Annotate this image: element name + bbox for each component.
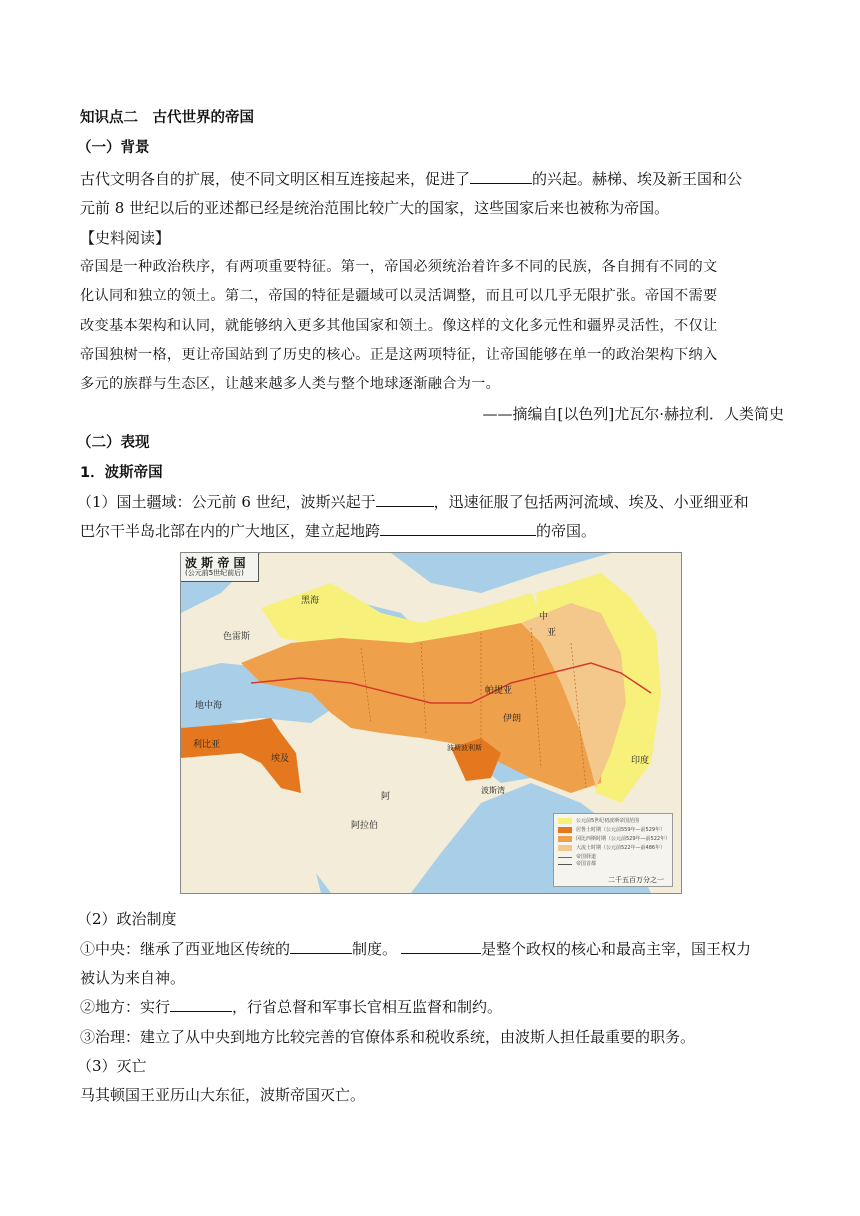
text-span: ①中央：继承了西亚地区传统的 xyxy=(80,940,291,958)
map-title: 波 斯 帝 国 xyxy=(185,556,246,570)
reading-line-3: 改变基本架构和认同，就能够纳入更多其他国家和领土。像这样的文化多元性和疆界灵活性，不仅让 xyxy=(80,318,718,334)
legend-entry: 公元前5世纪初波斯帝国范围 xyxy=(576,818,640,824)
territory-line1 xyxy=(77,492,749,512)
section-title: 知识点二 古代世界的帝国 xyxy=(80,110,254,126)
text-span: 制度。 xyxy=(352,940,398,958)
background-para-line2: 元前 8 世纪以后的亚述都已经是统治范围比较广大的国家，这些国家后来也被称为帝国。 xyxy=(80,199,670,217)
reading-source: ——摘编自[以色列]尤瓦尔·赫拉利．人类简史 xyxy=(482,405,784,423)
text-span: 是整个政权的核心和最高主宰，国王权力 xyxy=(481,940,752,958)
map-label-india: 印度 xyxy=(631,756,650,766)
map-label-mediterranean: 地中海 xyxy=(195,701,223,711)
map-label-arabia: 阿拉伯 xyxy=(351,821,379,831)
fall-heading: （3）灭亡 xyxy=(77,1057,147,1075)
map-label-persepolis: 波斯波利斯 xyxy=(447,744,482,752)
map-label-a: 阿 xyxy=(381,792,391,802)
map-subtitle: (公元前5世纪前后) xyxy=(185,569,244,577)
map-label-thrace: 色雷斯 xyxy=(223,632,251,642)
fill-blank-3[interactable] xyxy=(380,521,536,536)
map-label-libya: 利比亚 xyxy=(193,740,221,750)
territory-line2 xyxy=(80,521,596,541)
map-scale: 二千五百万分之一 xyxy=(608,876,664,884)
fill-blank-4[interactable] xyxy=(290,939,352,954)
legend-swatch xyxy=(558,836,572,842)
legend-swatch-route xyxy=(558,857,572,858)
text-span: 的兴起。赫梯、埃及新王国和公 xyxy=(532,170,743,188)
local-line xyxy=(80,997,502,1017)
background-heading: （一）背景 xyxy=(77,140,150,156)
legend-entry: 帝国首都 xyxy=(576,861,597,867)
reading-line-1: 帝国是一种政治秩序，有两项重要特征。第一，帝国必须统治着许多不同的民族，各自拥有不同的文 xyxy=(80,259,718,275)
legend-swatch xyxy=(558,818,572,824)
reading-heading: 【史料阅读】 xyxy=(80,229,171,247)
fill-blank-2[interactable] xyxy=(376,492,434,507)
background-para-line1 xyxy=(80,169,742,189)
map-label-parthia: 帕提亚 xyxy=(485,686,513,696)
text-span: 古代文明各自的扩展，使不同文明区相互连接起来，促进了 xyxy=(80,170,471,188)
map-label-persian-gulf: 波斯湾 xyxy=(481,786,505,795)
text-span: 巴尔干半岛北部在内的广大地区，建立起地跨 xyxy=(80,522,381,540)
map-label-egypt: 埃及 xyxy=(271,754,290,764)
text-span: 的帝国。 xyxy=(536,522,597,540)
central-line2: 被认为来自神。 xyxy=(80,969,186,987)
legend-swatch xyxy=(558,827,572,833)
map-label-central-1: 中 xyxy=(539,612,549,622)
reading-line-5: 多元的族群与生态区，让越来越多人类与整个地球逐渐融合为一。 xyxy=(80,376,501,392)
reading-line-4: 帝国独树一格，更让帝国站到了历史的核心。正是这两项特征，让帝国能够在单一的政治架构下纳入 xyxy=(80,347,718,363)
persian-empire-heading: 1．波斯帝国 xyxy=(80,465,163,481)
reading-line-2: 化认同和独立的领土。第二，帝国的特征是疆域可以灵活调整，而且可以几乎无限扩张。帝国不需要 xyxy=(80,288,718,304)
fill-blank-1[interactable] xyxy=(470,169,532,184)
fill-blank-5[interactable] xyxy=(401,939,481,954)
performance-heading: （二）表现 xyxy=(77,435,150,451)
legend-entry: 居鲁士时期（公元前559年—前529年） xyxy=(576,827,666,833)
politics-heading: （2）政治制度 xyxy=(77,910,177,928)
legend-entry: 帝国驿道 xyxy=(576,854,597,860)
map-legend xyxy=(553,813,673,887)
fall-text: 马其顿国王亚历山大东征，波斯帝国灭亡。 xyxy=(80,1086,366,1104)
fill-blank-6[interactable] xyxy=(170,997,232,1012)
central-line1 xyxy=(80,939,751,959)
text-span: ，行省总督和军事长官相互监督和制约。 xyxy=(232,998,503,1016)
text-span: （1）国土疆域：公元前 6 世纪，波斯兴起于 xyxy=(77,493,376,511)
legend-swatch xyxy=(558,864,572,865)
legend-swatch xyxy=(558,845,572,851)
map-title-box xyxy=(181,553,259,582)
map-label-black-sea: 黑海 xyxy=(301,596,320,606)
legend-entry: 冈比西斯时期（公元前529年—前522年） xyxy=(576,836,671,842)
persian-empire-map xyxy=(180,552,682,894)
text-span: ，迅速征服了包括两河流域、埃及、小亚细亚和 xyxy=(433,493,749,511)
governance-line: ③治理：建立了从中央到地方比较完善的官僚体系和税收系统，由波斯人担任最重要的职务。 xyxy=(80,1028,696,1046)
map-label-central-2: 亚 xyxy=(547,628,557,638)
legend-entry: 大流士时期（公元前522年—前486年） xyxy=(576,845,666,851)
text-span: ②地方：实行 xyxy=(80,998,171,1016)
map-label-iran: 伊朗 xyxy=(503,714,522,724)
